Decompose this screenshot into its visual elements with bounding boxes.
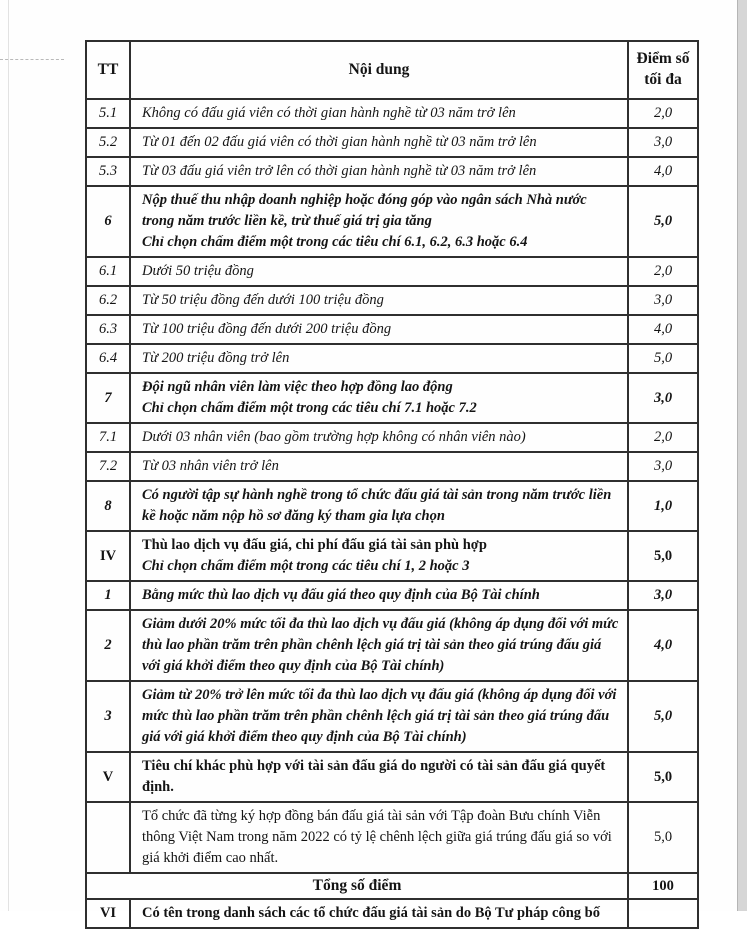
score-value: 2,0 — [628, 423, 698, 452]
header-content: Nội dung — [130, 41, 628, 99]
row-number: 1 — [86, 581, 130, 610]
criterion-line: Từ 01 đến 02 đấu giá viên có thời gian hành nghề từ 03 năm trở lên — [142, 134, 537, 151]
score-value: 5,0 — [628, 531, 698, 581]
table-row — [86, 344, 698, 373]
criterion-line: Dưới 50 triệu đồng — [142, 263, 254, 280]
score-value: 3,0 — [628, 128, 698, 157]
criterion-line: Từ 100 triệu đồng đến dưới 200 triệu đồng — [142, 321, 392, 338]
criterion-line: Không có đấu giá viên có thời gian hành nghề từ 03 năm trở lên — [142, 105, 516, 121]
criterion-line: Tiêu chí khác phù hợp với tài sản đấu giá do người có tài sản đấu giá quyết định. — [142, 758, 606, 796]
row-number: 2 — [86, 610, 130, 681]
row-number: 6.3 — [86, 315, 130, 344]
criterion-text — [130, 899, 628, 928]
criterion-line: Giảm từ 20% trở lên mức tối đa thù lao dịch vụ đấu giá (không áp dụng đối với mức thù lao phần trăm trên phần chênh lệch giá trị tài sản theo giá trúng đấu giá với giá khởi điểm theo quy định của Bộ Tài chính) — [142, 687, 617, 746]
row-number: 8 — [86, 481, 130, 531]
table-row — [86, 481, 698, 531]
table-row — [86, 373, 698, 423]
score-value: 3,0 — [628, 373, 698, 423]
criterion-line: Có người tập sự hành nghề trong tổ chức đấu giá tài sản trong năm trước liền kề hoặc năm nộp hồ sơ đăng ký tham gia lựa chọn — [142, 487, 612, 525]
criterion-text — [130, 610, 628, 681]
table-row — [86, 681, 698, 752]
criterion-line: Từ 50 triệu đồng đến dưới 100 triệu đồng — [142, 292, 384, 309]
table-row — [86, 423, 698, 452]
criterion-text — [130, 128, 628, 157]
header-max-score: Điểm số tối đa — [628, 41, 698, 99]
table-row — [86, 186, 698, 257]
criterion-text — [130, 99, 628, 128]
criterion-text — [130, 531, 628, 581]
score-value: 1,0 — [628, 481, 698, 531]
criterion-text — [130, 186, 628, 257]
criterion-text — [130, 286, 628, 315]
row-number: 7.1 — [86, 423, 130, 452]
row-number: 6.1 — [86, 257, 130, 286]
header-tt: TT — [86, 41, 130, 99]
score-value: 3,0 — [628, 452, 698, 481]
criterion-line: Từ 03 nhân viên trở lên — [142, 458, 279, 475]
score-value: 5,0 — [628, 752, 698, 802]
row-number — [86, 802, 130, 873]
criterion-text — [130, 257, 628, 286]
score-value: 2,0 — [628, 99, 698, 128]
row-number: VI — [86, 899, 130, 928]
row-number: 3 — [86, 681, 130, 752]
table-row — [86, 752, 698, 802]
criterion-text — [130, 373, 628, 423]
score-value: 5,0 — [628, 802, 698, 873]
score-value: 4,0 — [628, 315, 698, 344]
score-value: 5,0 — [628, 681, 698, 752]
score-value: 5,0 — [628, 344, 698, 373]
total-row — [86, 873, 698, 899]
scan-right-page-edge — [737, 0, 747, 911]
table-row — [86, 899, 698, 928]
criterion-text — [130, 681, 628, 752]
row-number: 7.2 — [86, 452, 130, 481]
criterion-line: Đội ngũ nhân viên làm việc theo hợp đồng lao động — [142, 379, 453, 396]
criterion-text — [130, 481, 628, 531]
table-header — [86, 41, 698, 99]
row-number: 6.2 — [86, 286, 130, 315]
score-value — [628, 899, 698, 928]
scan-dashed-artifact — [0, 59, 64, 60]
criterion-line: Từ 200 triệu đồng trở lên — [142, 350, 290, 367]
table-row — [86, 531, 698, 581]
criterion-line: Chỉ chọn chấm điểm một trong các tiêu chí 1, 2 hoặc 3 — [142, 558, 470, 575]
table-row — [86, 157, 698, 186]
criterion-line: Giảm dưới 20% mức tối đa thù lao dịch vụ đấu giá (không áp dụng đối với mức thù lao phần trăm trên phần chênh lệch giá trị tài sản theo giá trúng đấu giá với giá khởi điểm theo quy định của Bộ Tài chính) — [142, 616, 619, 675]
criterion-text — [130, 581, 628, 610]
scoring-criteria-table — [85, 40, 699, 929]
criterion-text — [130, 344, 628, 373]
table-row — [86, 99, 698, 128]
row-number: 5.1 — [86, 99, 130, 128]
criterion-line: Có tên trong danh sách các tổ chức đấu giá tài sản do Bộ Tư pháp công bố — [142, 905, 600, 922]
table-row — [86, 315, 698, 344]
criterion-text — [130, 423, 628, 452]
score-value: 3,0 — [628, 286, 698, 315]
criterion-text — [130, 802, 628, 873]
score-table-body — [86, 99, 698, 928]
criterion-line: Bằng mức thù lao dịch vụ đấu giá theo quy định của Bộ Tài chính — [142, 587, 540, 604]
table-row — [86, 802, 698, 873]
score-value: 2,0 — [628, 257, 698, 286]
score-value: 4,0 — [628, 610, 698, 681]
table-row — [86, 610, 698, 681]
table-row — [86, 286, 698, 315]
total-label: Tổng số điểm — [86, 873, 628, 899]
score-value: 3,0 — [628, 581, 698, 610]
criterion-line: Tổ chức đã từng ký hợp đồng bán đấu giá tài sản với Tập đoàn Bưu chính Viễn thông Việt Nam trong năm 2022 có tỷ lệ chênh lệch giữa giá trúng đấu giá so với giá khởi điểm cao nhất. — [142, 808, 612, 867]
table-row — [86, 257, 698, 286]
score-value: 4,0 — [628, 157, 698, 186]
row-number: 7 — [86, 373, 130, 423]
total-score: 100 — [628, 873, 698, 899]
criterion-text — [130, 452, 628, 481]
scan-left-edge-line — [8, 0, 9, 911]
criterion-line: Nộp thuế thu nhập doanh nghiệp hoặc đóng góp vào ngân sách Nhà nước trong năm trước liền kề, trừ thuế giá trị gia tăng — [142, 192, 587, 230]
criterion-line: Từ 03 đấu giá viên trở lên có thời gian hành nghề từ 03 năm trở lên — [142, 163, 537, 180]
table-row — [86, 581, 698, 610]
criterion-text — [130, 315, 628, 344]
criterion-line: Thù lao dịch vụ đấu giá, chi phí đấu giá tài sản phù hợp — [142, 537, 487, 554]
table-row — [86, 452, 698, 481]
row-number: 6 — [86, 186, 130, 257]
criterion-text — [130, 157, 628, 186]
row-number: 5.3 — [86, 157, 130, 186]
row-number: 5.2 — [86, 128, 130, 157]
row-number: 6.4 — [86, 344, 130, 373]
table-row — [86, 128, 698, 157]
criterion-line: Chỉ chọn chấm điểm một trong các tiêu chí 6.1, 6.2, 6.3 hoặc 6.4 — [142, 234, 528, 251]
criterion-text — [130, 752, 628, 802]
table-header-row — [86, 41, 698, 99]
criterion-line: Dưới 03 nhân viên (bao gồm trường hợp không có nhân viên nào) — [142, 429, 526, 446]
score-value: 5,0 — [628, 186, 698, 257]
row-number: V — [86, 752, 130, 802]
criterion-line: Chỉ chọn chấm điểm một trong các tiêu chí 7.1 hoặc 7.2 — [142, 400, 477, 417]
row-number: IV — [86, 531, 130, 581]
